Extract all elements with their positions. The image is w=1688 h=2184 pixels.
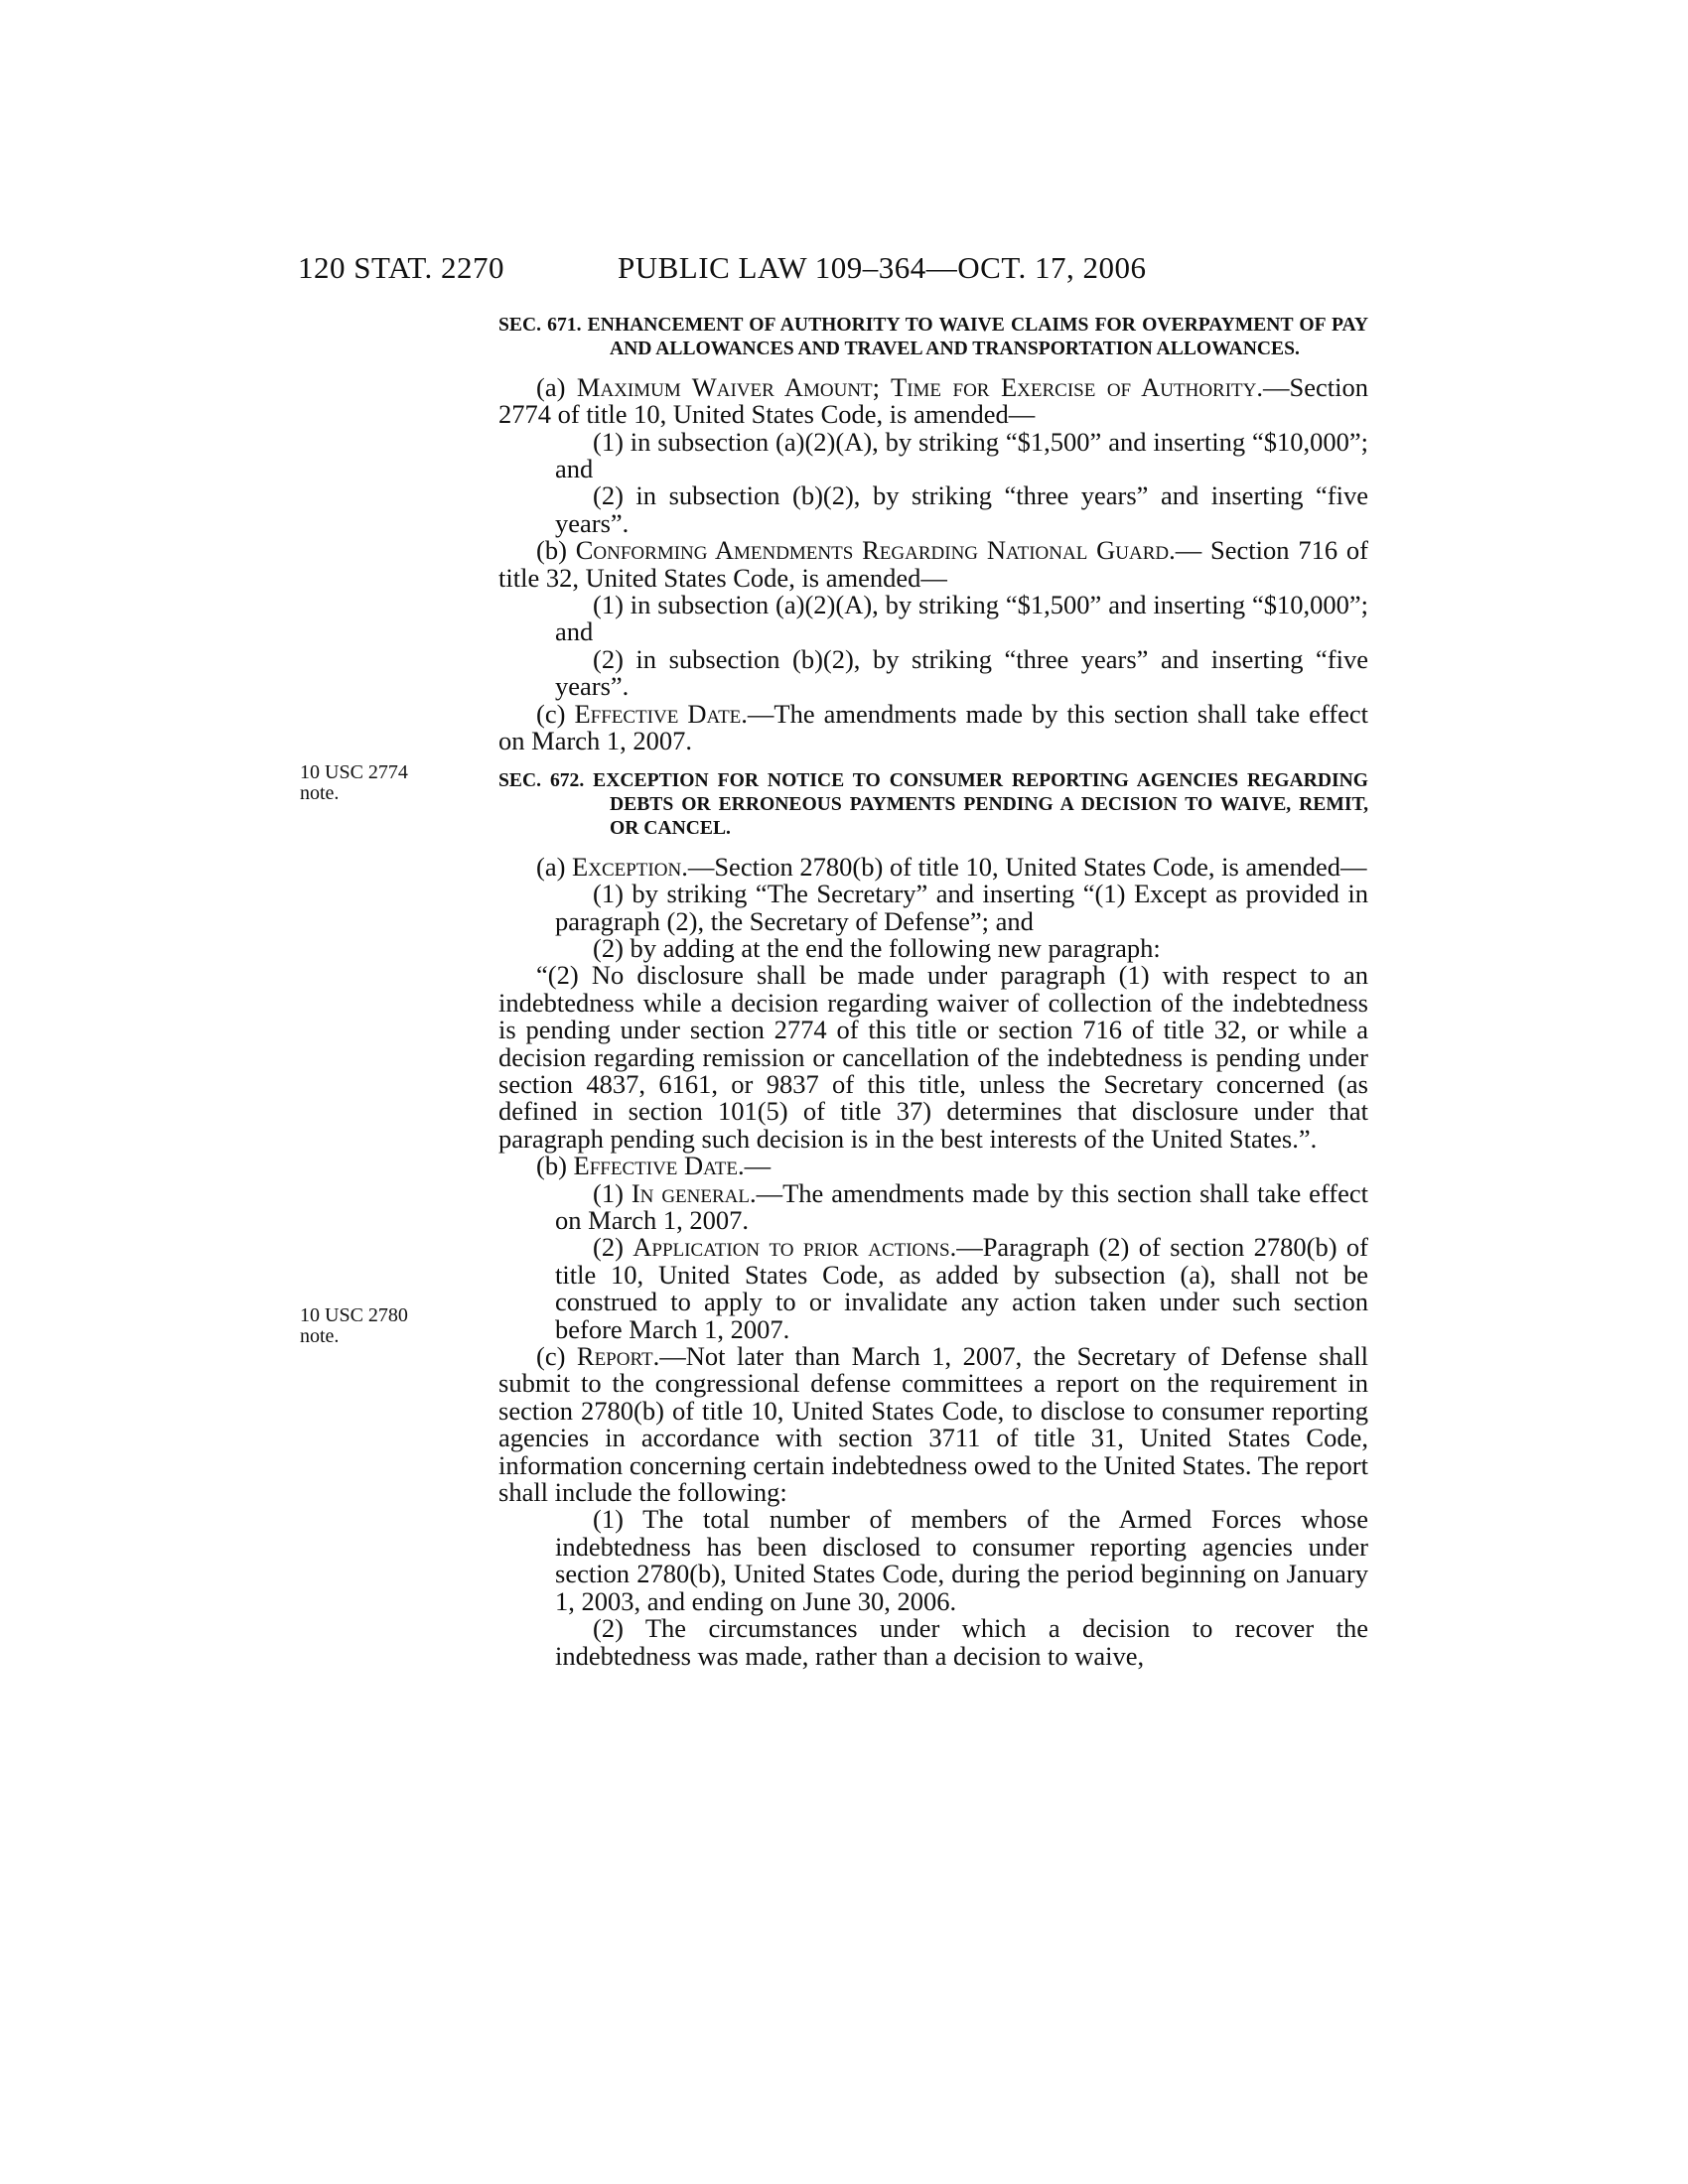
section-671-b2: (2) in subsection (b)(2), by striking “three years” and inserting “five years”. — [555, 643, 1368, 702]
section-672-b: (b) Effective Date.— — [536, 1151, 772, 1181]
section-672-c1: (1) The total number of members of the Armed Forces whose indebtedness has been disclosed to consumer reporting agencies under section 2780(b), United States Code, during the period beginning on January 1, 2003, and ending on June 30, 2006. — [555, 1504, 1368, 1616]
subsection-title: Report — [576, 1341, 653, 1372]
section-671-a2: (2) in subsection (b)(2), by striking “three years” and inserting “five years”. — [555, 480, 1368, 538]
section-672-c: (c) Report.—Not later than March 1, 2007, the Secretary of Defense shall submit to the congressional defense committees a report on the requirement in section 2780(b) of title 10, United States Code, to disclose to consumer reporting agencies in accordance with section 3711 of title 31, United States Code, information concerning certain indebtedness owed to the United States. The report shall include the following: — [498, 1341, 1368, 1508]
section-672-quoted-paragraph: “(2) No disclosure shall be made under paragraph (1) with respect to an indebtedness while a decision regarding waiver of collection of the indebtedness is pending under section 2774 of this title or section 716 of title 32, or while a decision regarding remission or cancellation of the indebtedness is pending under section 4837, 6161, or 9837 of this title, unless the Secretary concerned (as defined in section 101(5) of title 37) determines that disclosure under that paragraph pending such decision is in the best interests of the United States.”. — [498, 960, 1368, 1154]
margin-note-2774 — [300, 762, 449, 804]
section-671-a: (a) Maximum Waiver Amount; Time for Exercise of Authority.—Section 2774 of title 10, United States Code, is amended— — [498, 371, 1368, 430]
subsection-title: Conforming Amendments Regarding National Guard — [575, 535, 1170, 566]
section-671-b1: (1) in subsection (a)(2)(A), by striking “$1,500” and inserting “$10,000”; and — [555, 590, 1368, 647]
margin-note-citation: 10 USC 2774 — [300, 761, 408, 783]
section-672-a2: (2) by adding at the end the following new paragraph: — [593, 932, 1161, 963]
margin-note-2780 — [300, 1305, 449, 1347]
margin-note-citation: 10 USC 2780 — [300, 1304, 408, 1326]
paragraph-title: In general — [631, 1177, 750, 1208]
section-671-heading: SEC. 671. ENHANCEMENT OF AUTHORITY TO WAIVE CLAIMS FOR OVERPAYMENT OF PAY AND ALLOWANCES AND TRAVEL AND TRANSPORTATION ALLOWANCES. — [498, 315, 1368, 360]
subsection-title: Effective Date — [573, 1151, 738, 1181]
section-672-a: (a) Exception.—Section 2780(b) of title 10, United States Code, is amended— — [536, 851, 1367, 882]
section-671-c: (c) Effective Date.—The amendments made by this section shall take effect on March 1, 2007. — [498, 698, 1368, 756]
subsection-title: Maximum Waiver Amount; Time for Exercise of Authority — [576, 371, 1257, 402]
page-header — [298, 250, 1368, 290]
margin-note-label: note. — [300, 782, 340, 804]
section-672-b2: (2) Application to prior actions.—Paragraph (2) of section 2780(b) of title 10, United States Code, as added by subsection (a), shall not be construed to apply to or invalidate any action taken under such section before March 1, 2007. — [555, 1232, 1368, 1344]
stat-page-number: 120 STAT. 2270 — [298, 250, 505, 285]
subsection-title: Effective Date — [574, 698, 742, 729]
subsection-title: Exception — [572, 851, 682, 882]
section-672-a1: (1) by striking “The Secretary” and inserting “(1) Except as provided in paragraph (2), the Secretary of Defense”; and — [555, 879, 1368, 936]
document-body — [498, 314, 1368, 1670]
section-672-heading: SEC. 672. EXCEPTION FOR NOTICE TO CONSUMER REPORTING AGENCIES REGARDING DEBTS OR ERRONEOUS PAYMENTS PENDING A DECISION TO WAIVE, REMIT, OR CANCEL. — [498, 769, 1368, 840]
section-672-b1: (1) In general.—The amendments made by this section shall take effect on March 1, 2007. — [555, 1177, 1368, 1235]
public-law-citation: PUBLIC LAW 109–364—OCT. 17, 2006 — [618, 250, 1147, 285]
margin-note-label: note. — [300, 1325, 340, 1347]
section-672-c2: (2) The circumstances under which a decision to recover the indebtedness was made, rather than a decision to waive, — [555, 1613, 1368, 1671]
paragraph-title: Application to prior actions — [633, 1232, 950, 1263]
section-671-a1: (1) in subsection (a)(2)(A), by striking “$1,500” and inserting “$10,000”; and — [555, 426, 1368, 484]
section-671-b: (b) Conforming Amendments Regarding National Guard.— Section 716 of title 32, United States Code, is amended— — [498, 535, 1368, 593]
